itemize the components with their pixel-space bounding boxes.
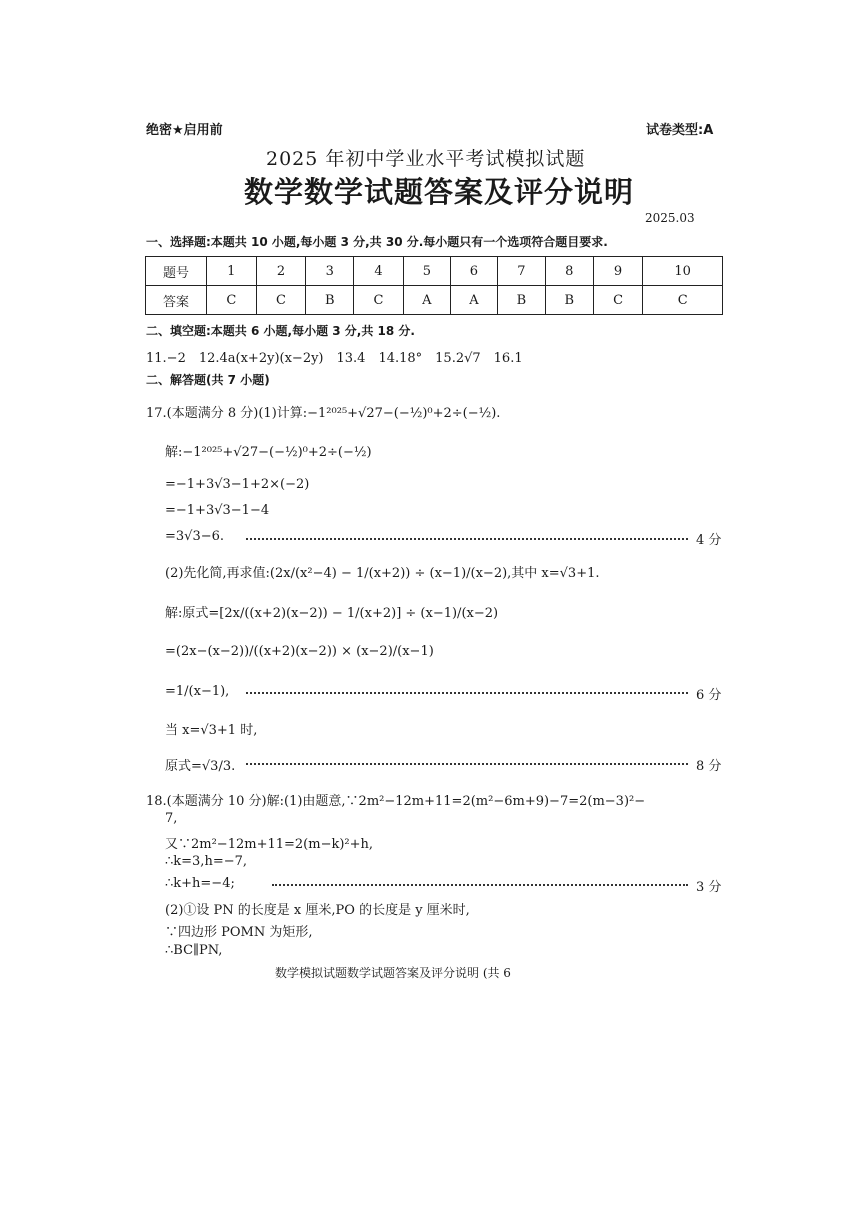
table-cell: 6 — [450, 257, 497, 286]
section-solution-heading: 二、解答题(共 7 小题) — [146, 373, 270, 387]
table-cell: 9 — [593, 257, 643, 286]
q17-part2-step2: =1/(x−1), — [165, 684, 230, 699]
fill-answers: 11.−2 12.4a(x+2y)(x−2y) 13.4 14.18° 15.2√7 16.1 — [146, 351, 523, 366]
secret-label: 绝密★启用前 — [146, 123, 223, 138]
q17-part2: (2)先化简,再求值:(2x/(x²−4) − 1/(x+2)) ÷ (x−1)/(x−2),其中 x=√3+1. — [165, 566, 600, 581]
paper-type-label: 试卷类型:A — [646, 123, 714, 138]
table-cell: B — [497, 286, 545, 315]
exam-title: 2025 年初中学业水平考试模拟试题 — [266, 148, 586, 170]
table-header-cell: 答案 — [146, 286, 207, 315]
q17-solution-start: 解:−1²⁰²⁵+√27−(−½)⁰+2÷(−½) — [165, 445, 372, 460]
dotted-leader — [246, 538, 688, 540]
q17-part2-step1: =(2x−(x−2))/((x+2)(x−2)) × (x−2)/(x−1) — [165, 644, 434, 659]
document-title: 数学数学试题答案及评分说明 — [244, 175, 635, 209]
section-choice-heading: 一、选择题:本题共 10 小题,每小题 3 分,共 30 分.每小题只有一个选项符合题目要求. — [146, 235, 608, 249]
q17-part2-solution: 解:原式=[2x/((x+2)(x−2)) − 1/(x+2)] ÷ (x−1)/(x−2) — [165, 606, 499, 621]
table-cell: 4 — [354, 257, 404, 286]
q17-when: 当 x=√3+1 时, — [165, 723, 258, 738]
q17-result: 原式=√3/3. — [165, 759, 236, 774]
q17-step2: =−1+3√3−1−4 — [165, 503, 270, 518]
table-cell: A — [403, 286, 450, 315]
table-cell: C — [593, 286, 643, 315]
q17-intro: 17.(本题满分 8 分)(1)计算:−1²⁰²⁵+√27−(−½)⁰+2÷(−½). — [146, 406, 501, 421]
q18-line1: 18.(本题满分 10 分)解:(1)由题意,∵2m²−12m+11=2(m²−6m+9)−7=2(m−3)²− — [146, 794, 646, 809]
table-cell: C — [207, 286, 257, 315]
table-cell: 8 — [545, 257, 593, 286]
q18-line5: ∴k+h=−4; — [165, 876, 235, 891]
q18-line6: (2)①设 PN 的长度是 x 厘米,PO 的长度是 y 厘米时, — [165, 903, 470, 918]
q17-score-2: 6 分 — [696, 688, 722, 703]
dotted-leader — [246, 763, 688, 765]
q18-line4: ∴k=3,h=−7, — [165, 854, 248, 869]
q17-score-1: 4 分 — [696, 533, 722, 548]
q18-line8: ∴BC∥PN, — [165, 943, 223, 958]
table-cell: 1 — [207, 257, 257, 286]
q17-step3: =3√3−6. — [165, 529, 225, 544]
answer-table — [145, 256, 723, 315]
table-row-answers — [146, 286, 723, 315]
table-cell: C — [354, 286, 404, 315]
dotted-leader — [246, 692, 688, 694]
table-cell: 7 — [497, 257, 545, 286]
table-cell: 3 — [306, 257, 354, 286]
q18-line3: 又∵2m²−12m+11=2(m−k)²+h, — [165, 837, 374, 852]
table-cell: 5 — [403, 257, 450, 286]
q17-score-3: 8 分 — [696, 759, 722, 774]
table-cell: C — [643, 286, 723, 315]
table-header-cell: 题号 — [146, 257, 207, 286]
table-cell: B — [306, 286, 354, 315]
table-cell: 2 — [256, 257, 306, 286]
dotted-leader — [272, 884, 688, 886]
exam-date: 2025.03 — [645, 211, 695, 225]
q18-score-1: 3 分 — [696, 880, 722, 895]
section-fill-heading: 二、填空题:本题共 6 小题,每小题 3 分,共 18 分. — [146, 324, 415, 338]
page-footer: 数学模拟试题数学试题答案及评分说明 (共 6 — [275, 966, 511, 980]
table-row-numbers — [146, 257, 723, 286]
q18-line2: 7, — [165, 811, 178, 826]
table-cell: C — [256, 286, 306, 315]
q18-line7: ∵四边形 POMN 为矩形, — [165, 925, 313, 940]
table-cell: 10 — [643, 257, 723, 286]
q17-step1: =−1+3√3−1+2×(−2) — [165, 477, 310, 492]
table-cell: B — [545, 286, 593, 315]
table-cell: A — [450, 286, 497, 315]
